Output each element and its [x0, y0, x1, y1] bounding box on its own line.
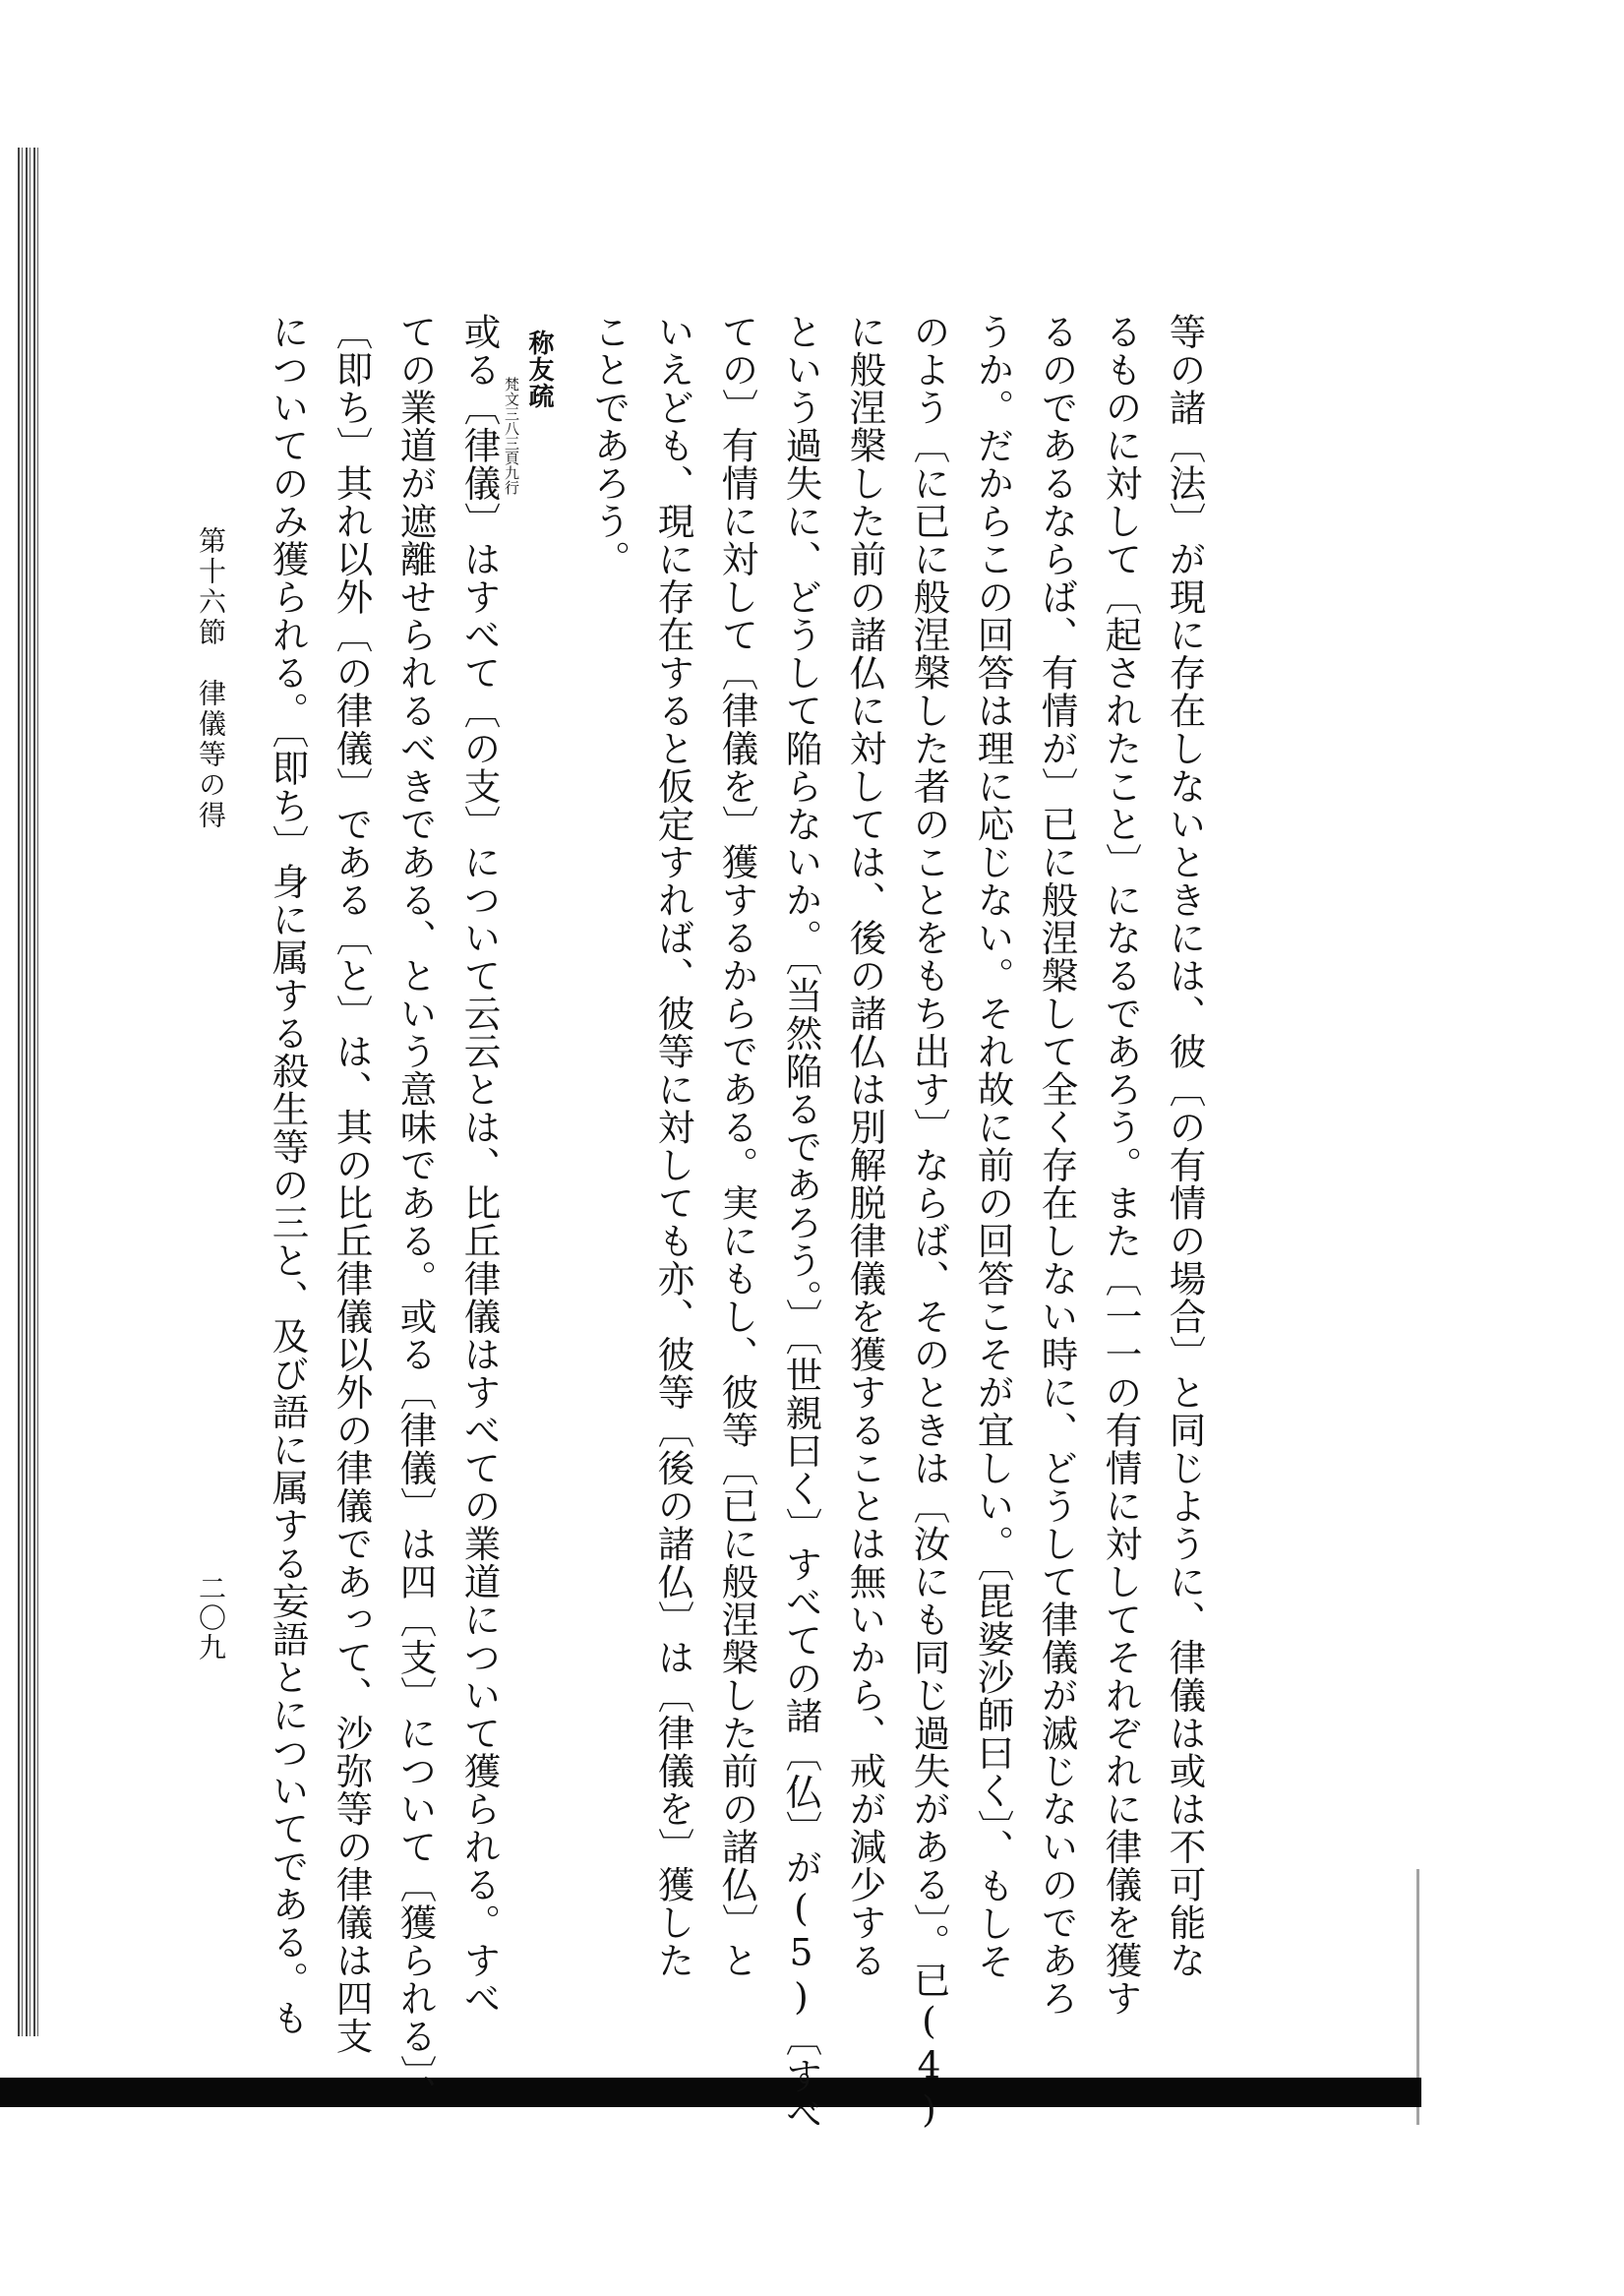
text-line: 〔即ち〕其れ以外〔の律儀〕である〔と〕は、其の比丘律儀以外の律儀であって、沙弥等の律儀は四支 [330, 313, 374, 2055]
text-line: うか。だからこの回答は理に応じない。それ故に前の回答こそが宜しい。〔毘婆沙師曰く〕、もしそ [971, 313, 1015, 1980]
text-line: るものに対して〔起されたこと〕になるであろう。また〔一一の有情に対してそれぞれに律儀を獲す [1099, 313, 1143, 2018]
scan-edge-left [18, 148, 39, 2036]
text-line: 或る〔律儀〕はすべて〔の支〕について云云とは、比丘律儀はすべての業道について獲られる。すべ [457, 313, 502, 2018]
source-reference: 梵文三八三頁九行 [503, 377, 520, 495]
page-number: 二〇九 [195, 1574, 227, 1662]
text-line: ての〕有情に対して〔律儀を〕獲するからである。実にもし、彼等〔已に般涅槃した前の諸仏〕と [715, 313, 759, 1979]
source-title: 称友疏 [524, 330, 554, 409]
text-line: るのであるならば、有情が〕已に般涅槃して全く存在しない時に、どうして律儀が滅じないのであろ [1035, 313, 1079, 2018]
running-header: 第十六節 律儀等の得 [195, 526, 227, 831]
text-line: についてのみ獲られる。〔即ち〕身に属する殺生等の三と、及び語に属する妄語とについてである。も [266, 313, 310, 2037]
text-line: ことであろう。 [587, 313, 632, 578]
text-line: 等の諸〔法〕が現に存在しないときには、彼〔の有情の場合〕と同じように、律儀は或は不可能な [1163, 313, 1207, 1979]
scan-bottom-bar [0, 2078, 1421, 2107]
text-line: ての業道が遮離せられるべきである、という意味である。或る〔律儀〕は四〔支〕について〔獲られる〕、 [393, 313, 438, 2113]
text-line: という過失に、どうして陥らないか。〔当然陥るであろう。〕〔世親曰く〕すべての諸〔仏〕が(5)〔すべ [779, 313, 823, 2133]
text-line: いえども、現に存在すると仮定すれば、彼等に対しても亦、彼等〔後の諸仏〕は〔律儀を〕獲した [651, 313, 695, 1979]
text-line: のよう〔に已に般涅槃した者のことをもち出す〕ならば、そのときは〔汝にも同じ過失がある〕。已(4) [907, 313, 951, 2132]
text-line: に般涅槃した前の諸仏に対しては、後の諸仏は別解脱律儀を獲することは無いから、戒が減少する [843, 313, 887, 1979]
